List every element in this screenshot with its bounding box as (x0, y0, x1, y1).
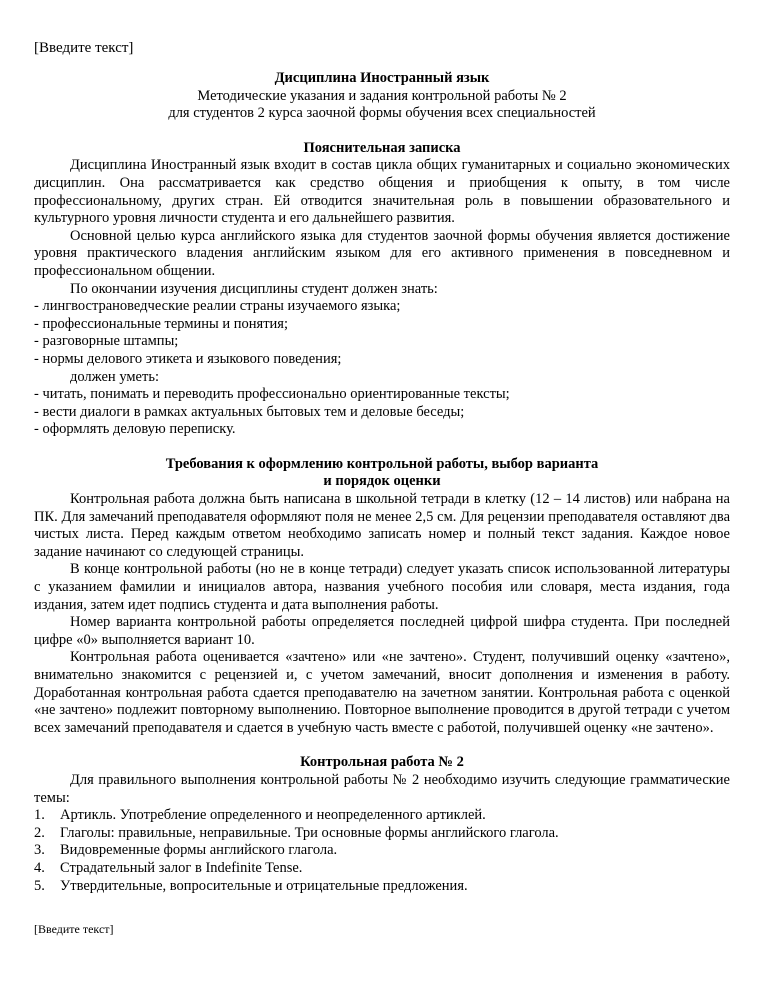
section-heading-requirements: Требования к оформлению контрольной работы, выбор варианта (165, 455, 599, 472)
document-body (34, 70, 730, 895)
page-footer[interactable]: [Введите текст] (34, 922, 114, 936)
list-item: - читать, понимать и переводить профессионально ориентированные тексты; (34, 386, 510, 403)
list-item: - оформлять деловую переписку. (34, 421, 236, 438)
list-text: Страдательный залог в Indefinite Tense. (60, 859, 303, 876)
list-text: Видовременные формы английского глагола. (60, 842, 338, 859)
list-item: - профессиональные термины и понятия; (34, 315, 289, 332)
document-title: Дисциплина Иностранный язык (274, 70, 490, 86)
list-item: - нормы делового этикета и языкового поведения; (34, 350, 342, 367)
list-item: - вести диалоги в рамках актуальных бытовых тем и деловые беседы; (34, 403, 465, 420)
list-number: 2. (34, 824, 45, 841)
list-intro: должен уметь: (70, 368, 159, 385)
list-item (34, 878, 730, 896)
section-heading-explanatory: Пояснительная записка (303, 139, 461, 156)
document-audience: для студентов 2 курса заочной формы обучения всех специальностей (168, 105, 596, 122)
list-number: 4. (34, 859, 45, 876)
list-text: Артикль. Употребление определенного и неопределенного артиклей. (60, 807, 486, 824)
list-number: 5. (34, 877, 45, 894)
section-heading-requirements-cont: и порядок оценки (323, 473, 441, 490)
paragraph: Контрольная работа должна быть написана в школьной тетради в клетку (12 – 14 листов) или набрана на ПК. Для замечаний преподавателя оформляют поля не менее 2,5 см. Для рецензии преподавателя оставляют два чистых листа. Перед каждым ответом необходимо записать номер и полный текст задания. Каждое новое задание начинают со следующей страницы. (34, 491, 730, 560)
paragraph: В конце контрольной работы (но не в конце тетради) следует указать список использованной литературы с указанием фамилии и инициалов автора, названия учебного пособия или словаря, места издания, года издания, затем идет подпись студента и дата выполнения работы. (34, 561, 730, 613)
list-text: Глаголы: правильные, неправильные. Три основные формы английского глагола. (60, 824, 559, 841)
section-heading-assignment: Контрольная работа № 2 (300, 754, 464, 771)
paragraph: Для правильного выполнения контрольной работы № 2 необходимо изучить следующие грамматические темы: (34, 771, 730, 806)
list-number: 3. (34, 842, 45, 859)
list-item: - разговорные штампы; (34, 333, 179, 350)
list-intro: По окончании изучения дисциплины студент должен знать: (70, 280, 438, 297)
paragraph: Дисциплина Иностранный язык входит в состав цикла общих гуманитарных и социально экономических дисциплин. Она рассматривается как средство общения и приобщения к опыту, в том числе профессиональному, других стран. Ей отводится значительная роль в повышении образовательного и культурного уровня личности студента и его дальнейшего развития. (34, 157, 730, 227)
list-item (34, 807, 730, 825)
list-number: 1. (34, 807, 45, 824)
paragraph: Номер варианта контрольной работы определяется последней цифрой шифра студента. При последней цифре «0» выполняется вариант 10. (34, 614, 730, 648)
list-item (34, 842, 730, 860)
list-item: - лингвострановедческие реалии страны изучаемого языка; (34, 298, 401, 315)
list-item (34, 860, 730, 878)
list-item (34, 825, 730, 843)
paragraph: Основной целью курса английского языка для студентов заочной формы обучения является достижение уровня практического владения английским языком для его активного применения в повседневном и профессиональном общении. (34, 227, 730, 279)
document-subtitle: Методические указания и задания контрольной работы № 2 (197, 87, 567, 104)
list-text: Утвердительные, вопросительные и отрицательные предложения. (60, 877, 468, 894)
paragraph: Контрольная работа оценивается «зачтено» или «не зачтено». Студент, получивший оценку «зачтено», внимательно знакомится с рецензией и, с учетом замечаний, вносит дополнения и изменения в работу. Доработанная контрольная работа сдается преподавателю на зачетном занятии. Контрольная работа с оценкой «не зачтено» подлежит повторному выполнению. Повторное выполнение проводится в другой тетради с учетом всех замечаний преподавателя и сдается в учебную часть вместе с работой, получившей оценку «не зачтено». (34, 649, 730, 736)
page-header[interactable]: [Введите текст] (34, 40, 134, 56)
